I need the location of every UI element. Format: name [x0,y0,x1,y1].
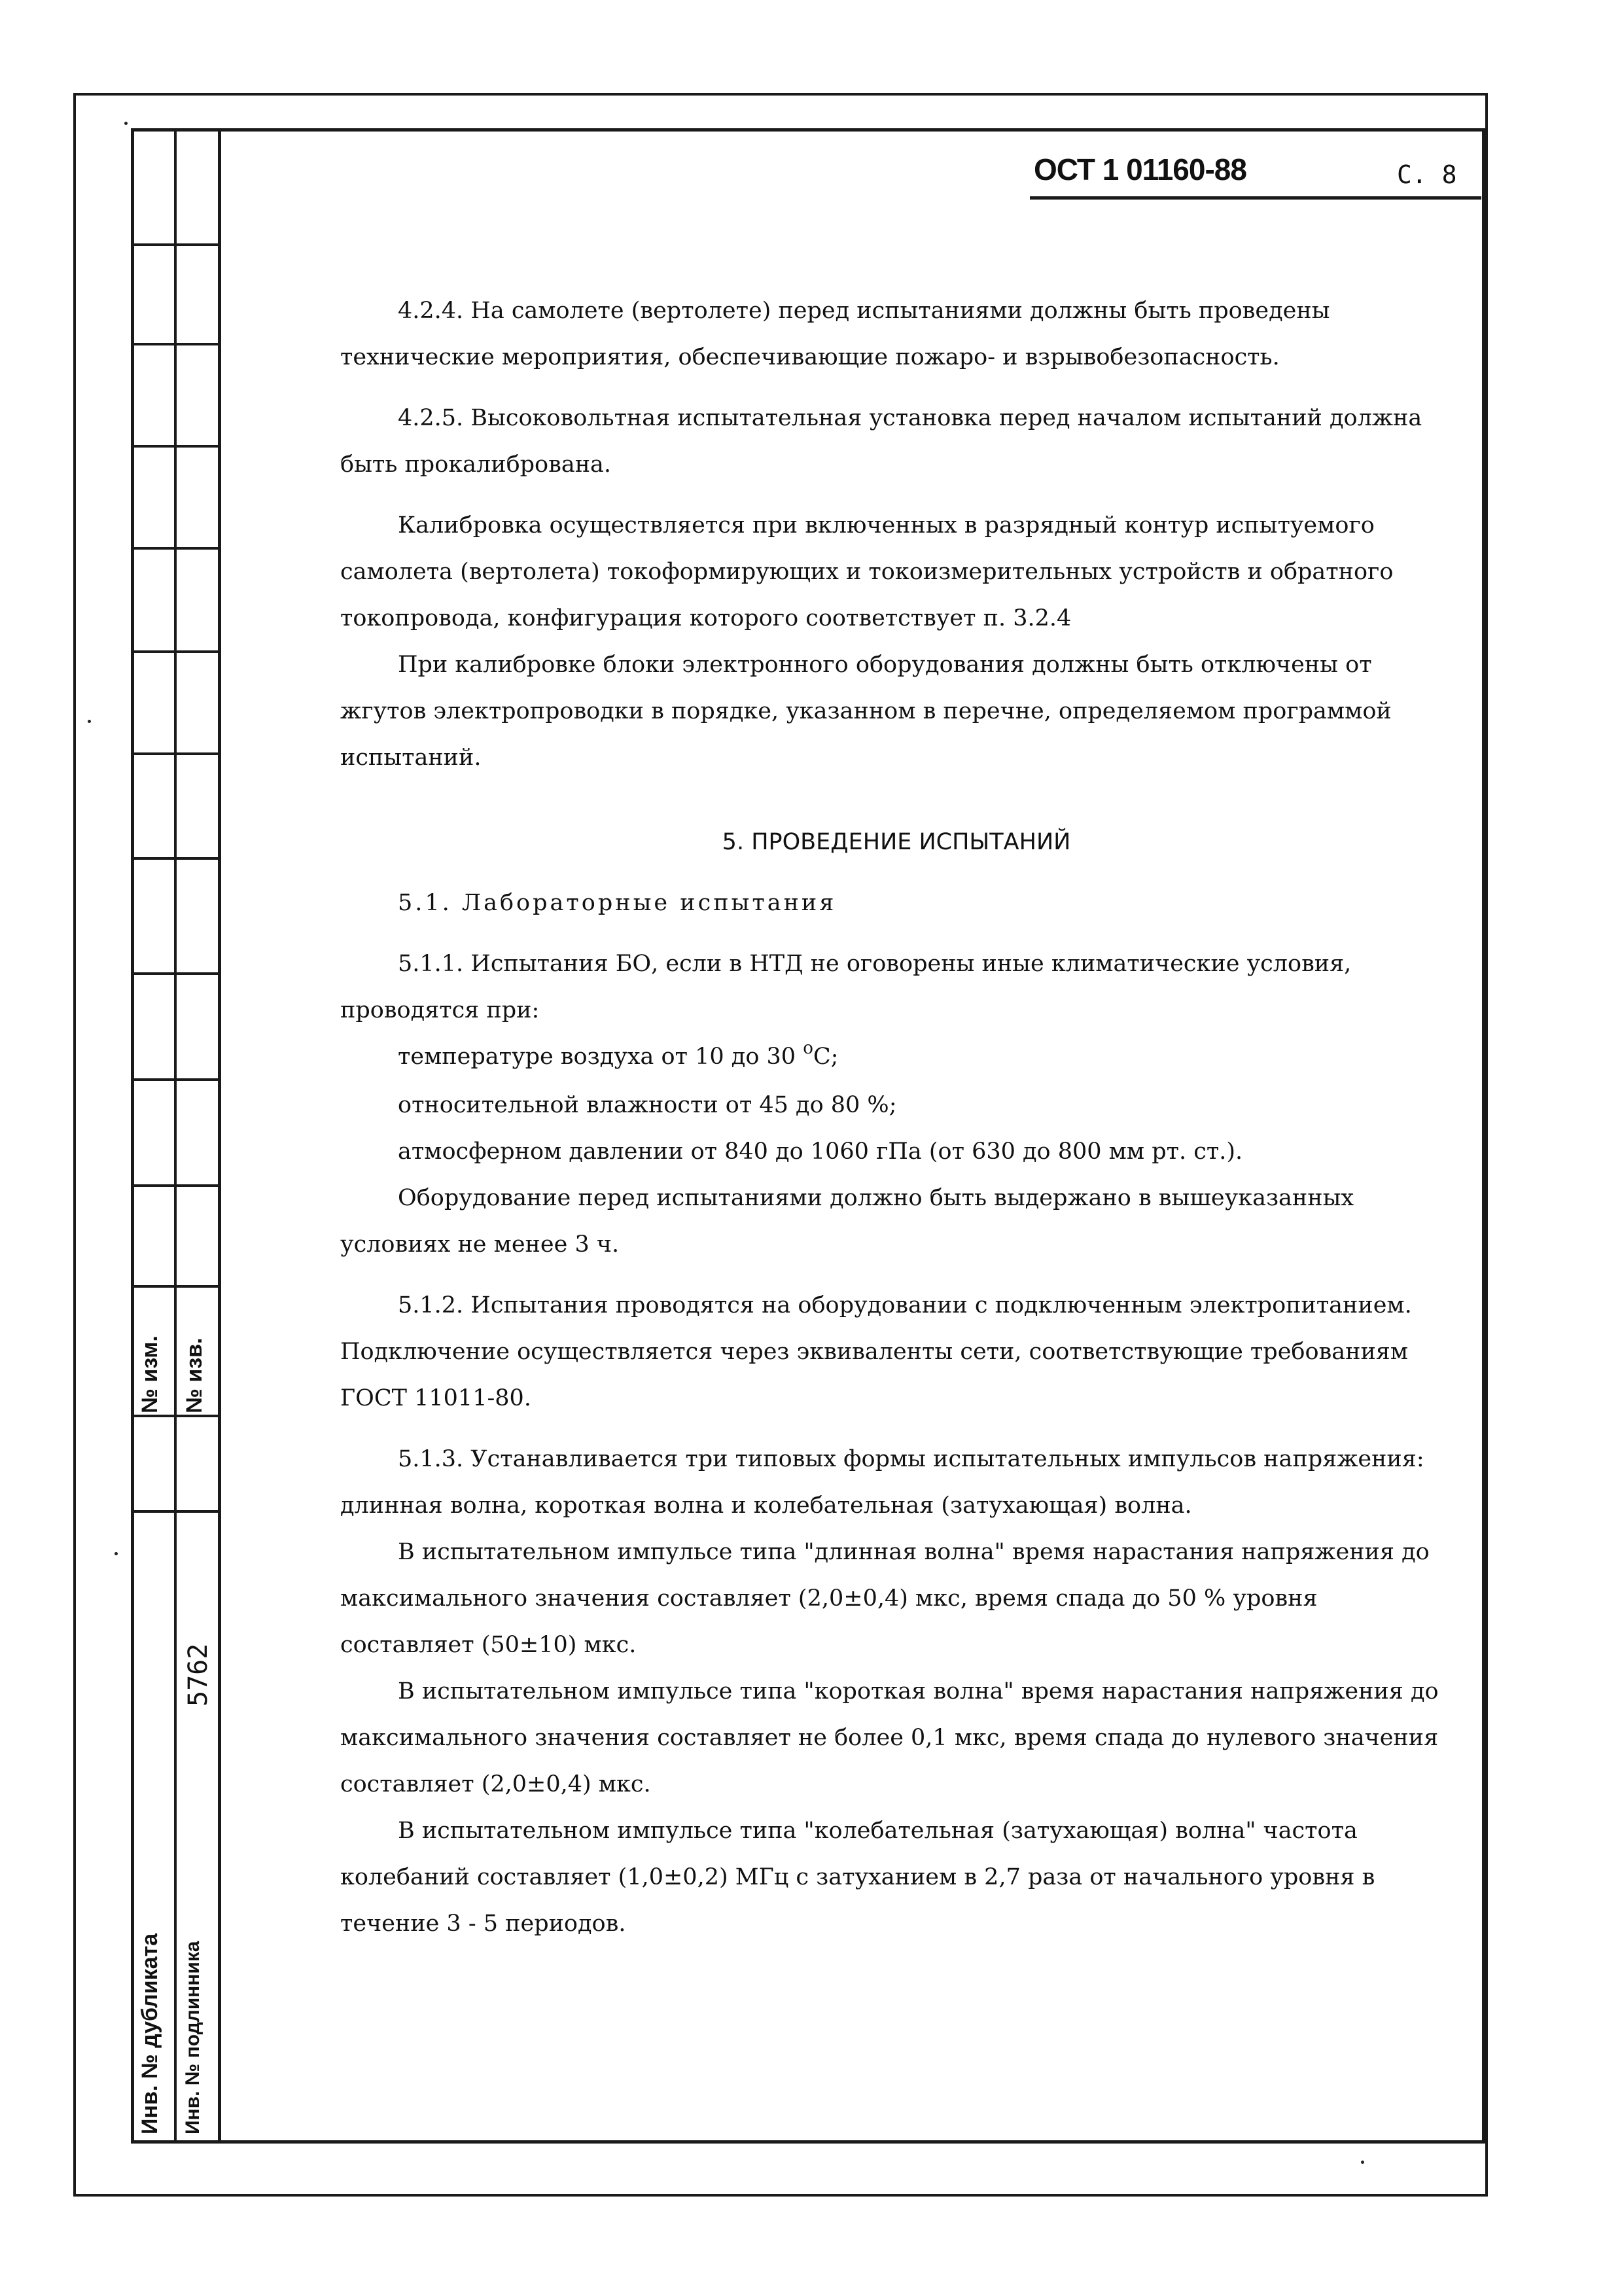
paragraph: 4.2.4. На самолете (вертолете) перед испытаниями должны быть проведены технические мероприятия, обеспечивающие пожаро- и взрывобезопасность. [340,298,1330,370]
stamp-grid-line [131,243,221,246]
paragraph: 5.1.3. Устанавливается три типовых формы испытательных импульсов напряжения: длинная волна, короткая волна и колебательная (затухающая) волна. [340,1446,1424,1519]
inv-podlinnika-label: Инв. № подлинника [182,1941,203,2134]
condition-temperature [340,1034,1453,1082]
document-code: ОСТ 1 01160-88 [1034,152,1246,186]
scan-dot [115,1552,118,1555]
condition-temperature-unit: С; [813,1044,839,1070]
scan-dot [124,122,128,125]
stamp-grid-line [131,1184,221,1187]
stamp-grid-line [131,1415,221,1417]
condition-humidity: относительной влажности от 45 до 80 %; [398,1092,897,1118]
paragraph: 5.1.1. Испытания БО, если в НТД не оговорены иные климатические условия, проводятся при: [340,951,1352,1023]
header-rule [1030,196,1481,200]
degree-sign: о [803,1038,813,1058]
stamp-grid-line [131,343,221,345]
stamp-grid-line [131,752,221,755]
paragraph: В испытательном импульсе типа "колебательная (затухающая) волна" частота колебаний составляет (1,0±0,2) МГц с затуханием в 2,7 раза от начального уровня в течение 3 - 5 периодов. [340,1818,1375,1937]
stamp-grid-line [131,1510,221,1513]
stamp-column-divider [174,128,177,2144]
stamp-grid-line [131,1078,221,1081]
section-title: 5. ПРОВЕДЕНИЕ ИСПЫТАНИЙ [722,829,1071,855]
page-number: С. 8 [1397,160,1457,189]
paragraph: В испытательном импульсе типа "короткая волна" время нарастания напряжения до максимального значения составляет не более 0,1 мкс, время спада до нулевого значения составляет (2,0±0,4) мкс. [340,1678,1439,1797]
subsection-title: 5.1. Лабораторные испытания [398,890,837,916]
stamp-izm-label: № изм. [137,1335,162,1413]
condition-pressure: атмосферном давлении от 840 до 1060 гПа (от 630 до 800 мм рт. ст.). [398,1139,1243,1165]
stamp-grid-line [131,445,221,448]
inv-number: 5762 [183,1643,213,1706]
paragraph: 4.2.5. Высоковольтная испытательная установка перед началом испытаний должна быть прокалибрована. [340,405,1422,478]
paragraph: Калибровка осуществляется при включенных в разрядный контур испытуемого самолета (вертолета) токоформирующих и токоизмерительных устройств и обратного токопровода, конфигурация которого соответствует п. 3.2.4 [340,512,1394,631]
condition-temperature-text: температуре воздуха от 10 до 30 [398,1044,803,1070]
paragraph: Оборудование перед испытаниями должно быть выдержано в вышеуказанных условиях не менее 3 ч. [340,1185,1354,1258]
stamp-grid-line [131,1285,221,1288]
stamp-grid-line [131,857,221,860]
scan-dot [88,720,91,723]
stamp-grid-line [131,547,221,550]
stamp-grid-line [131,650,221,653]
paragraph: 5.1.2. Испытания проводятся на оборудовании с подключенным электропитанием. Подключение осуществляется через эквиваленты сети, соответствующие требованиям ГОСТ 11011-80. [340,1292,1412,1411]
stamp-izv-label: № изв. [182,1337,207,1413]
paragraph: При калибровке блоки электронного оборудования должны быть отключены от жгутов электропроводки в порядке, указанном в перечне, определяемом программой испытаний. [340,652,1392,771]
stamp-grid-line [131,972,221,975]
paragraph: В испытательном импульсе типа "длинная волна" время нарастания напряжения до максимального значения составляет (2,0±0,4) мкс, время спада до 50 % уровня составляет (50±10) мкс. [340,1539,1430,1658]
scan-dot [1361,2161,1364,2164]
inv-dublikata-label: Инв. № дубликата [137,1933,162,2134]
document-body [340,288,1453,1947]
